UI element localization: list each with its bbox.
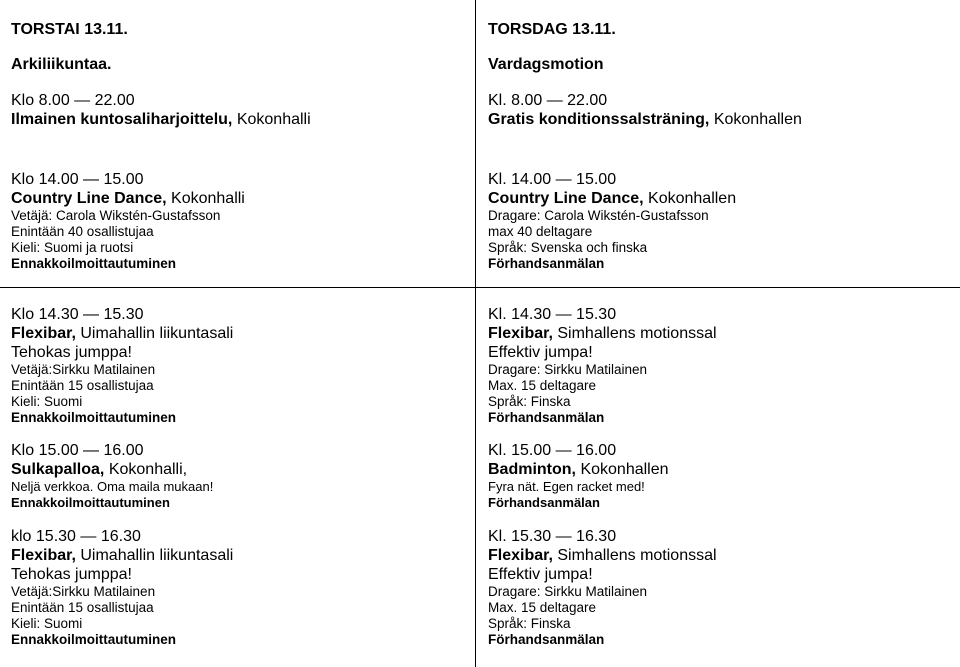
section-sv-4 xyxy=(488,441,669,510)
section-fi-2 xyxy=(11,170,245,272)
event-name: Flexibar, xyxy=(488,325,553,342)
event-line xyxy=(488,460,669,479)
event-line xyxy=(11,460,213,479)
event-leader: Dragare: Sirkku Matilainen xyxy=(488,584,648,599)
event-location: Simhallens motionssal xyxy=(552,325,717,342)
event-leader: Dragare: Sirkku Matilainen xyxy=(488,362,648,377)
event-location: Kokonhallen xyxy=(576,461,669,478)
event-name: Gratis konditionssalsträning, xyxy=(488,111,710,128)
day-heading: TORSDAG 13.11. xyxy=(488,21,616,38)
event-leader: Vetäjä:Sirkku Matilainen xyxy=(11,584,156,599)
event-name: Ilmainen kuntosaliharjoittelu, xyxy=(11,111,233,128)
section-fi-1 xyxy=(11,20,311,129)
section-fi-3 xyxy=(11,305,233,426)
event-line xyxy=(11,324,233,343)
event-line xyxy=(488,189,736,208)
event-line xyxy=(488,324,717,343)
registration-note: Ennakkoilmoittautuminen xyxy=(11,494,170,510)
section-sv-3 xyxy=(488,305,717,426)
event-language: Kieli: Suomi ja ruotsi xyxy=(11,240,134,255)
event-capacity: max 40 deltagare xyxy=(488,224,593,239)
event-line xyxy=(488,110,802,129)
event-line xyxy=(11,189,245,208)
registration-note: Förhandsanmälan xyxy=(488,410,605,425)
event-tagline: Tehokas jumppa! xyxy=(11,566,132,583)
registration-note: Ennakkoilmoittautuminen xyxy=(11,256,177,271)
event-capacity: Enintään 15 osallistujaa xyxy=(11,600,154,615)
event-description: Fyra nät. Egen racket med! xyxy=(488,479,645,494)
event-capacity: Max. 15 deltagare xyxy=(488,600,597,615)
event-time: Kl. 14.00 — 15.00 xyxy=(488,171,617,188)
event-location: Kokonhallen xyxy=(709,111,802,128)
section-sv-5 xyxy=(488,527,717,648)
event-time: Kl. 14.30 — 15.30 xyxy=(488,306,617,323)
event-location: Kokonhalli xyxy=(166,190,245,207)
registration-note: Förhandsanmälan xyxy=(488,494,600,510)
event-language: Kieli: Suomi xyxy=(11,616,83,631)
registration-note: Ennakkoilmoittautuminen xyxy=(11,632,177,647)
day-heading: TORSTAI 13.11. xyxy=(11,21,128,38)
event-tagline: Tehokas jumppa! xyxy=(11,344,132,361)
event-tagline: Effektiv jumpa! xyxy=(488,566,593,583)
event-line xyxy=(488,546,717,565)
event-line xyxy=(11,110,311,129)
event-name: Flexibar, xyxy=(11,547,76,564)
registration-note: Förhandsanmälan xyxy=(488,256,605,271)
event-time: Klo 14.00 — 15.00 xyxy=(11,171,144,188)
event-time: Klo 14.30 — 15.30 xyxy=(11,306,144,323)
registration-note: Förhandsanmälan xyxy=(488,632,605,647)
event-name: Country Line Dance, xyxy=(11,190,167,207)
column-divider xyxy=(475,0,476,667)
section-title: Vardagsmotion xyxy=(488,56,604,73)
event-leader: Vetäjä:Sirkku Matilainen xyxy=(11,362,156,377)
event-location: Kokonhallen xyxy=(643,190,737,207)
event-time: klo 15.30 — 16.30 xyxy=(11,528,141,545)
event-capacity: Max. 15 deltagare xyxy=(488,378,597,393)
event-leader: Dragare: Carola Wikstén-Gustafsson xyxy=(488,208,709,223)
event-capacity: Enintään 40 osallistujaa xyxy=(11,224,154,239)
event-time: Kl. 8.00 — 22.00 xyxy=(488,92,608,109)
event-leader: Vetäjä: Carola Wikstén-Gustafsson xyxy=(11,208,221,223)
event-name: Badminton, xyxy=(488,461,576,478)
section-fi-5 xyxy=(11,527,233,648)
event-name: Country Line Dance, xyxy=(488,190,644,207)
event-time: Klo 15.00 — 16.00 xyxy=(11,442,144,459)
event-line xyxy=(11,546,233,565)
event-language: Kieli: Suomi xyxy=(11,394,83,409)
event-language: Språk: Svenska och finska xyxy=(488,240,648,255)
event-description: Neljä verkkoa. Oma maila mukaan! xyxy=(11,479,214,494)
section-fi-4 xyxy=(11,441,213,510)
event-name: Flexibar, xyxy=(11,325,76,342)
event-language: Språk: Finska xyxy=(488,394,571,409)
event-time: Kl. 15.00 — 16.00 xyxy=(488,442,617,459)
event-name: Sulkapalloa, xyxy=(11,461,105,478)
event-name: Flexibar, xyxy=(488,547,553,564)
event-location: Kokonhalli xyxy=(232,111,311,128)
section-sv-2 xyxy=(488,170,736,272)
event-location: Uimahallin liikuntasali xyxy=(75,325,234,342)
row-divider-left xyxy=(0,287,475,288)
event-location: Uimahallin liikuntasali xyxy=(75,547,234,564)
event-language: Språk: Finska xyxy=(488,616,571,631)
event-tagline: Effektiv jumpa! xyxy=(488,344,593,361)
event-capacity: Enintään 15 osallistujaa xyxy=(11,378,154,393)
event-time: Klo 8.00 — 22.00 xyxy=(11,92,135,109)
section-title: Arkiliikuntaa. xyxy=(11,56,112,73)
event-time: Kl. 15.30 — 16.30 xyxy=(488,528,617,545)
row-divider-right xyxy=(476,287,960,288)
event-location: Simhallens motionssal xyxy=(552,547,717,564)
registration-note: Ennakkoilmoittautuminen xyxy=(11,410,177,425)
section-sv-1 xyxy=(488,20,802,129)
event-location: Kokonhalli, xyxy=(104,461,188,478)
